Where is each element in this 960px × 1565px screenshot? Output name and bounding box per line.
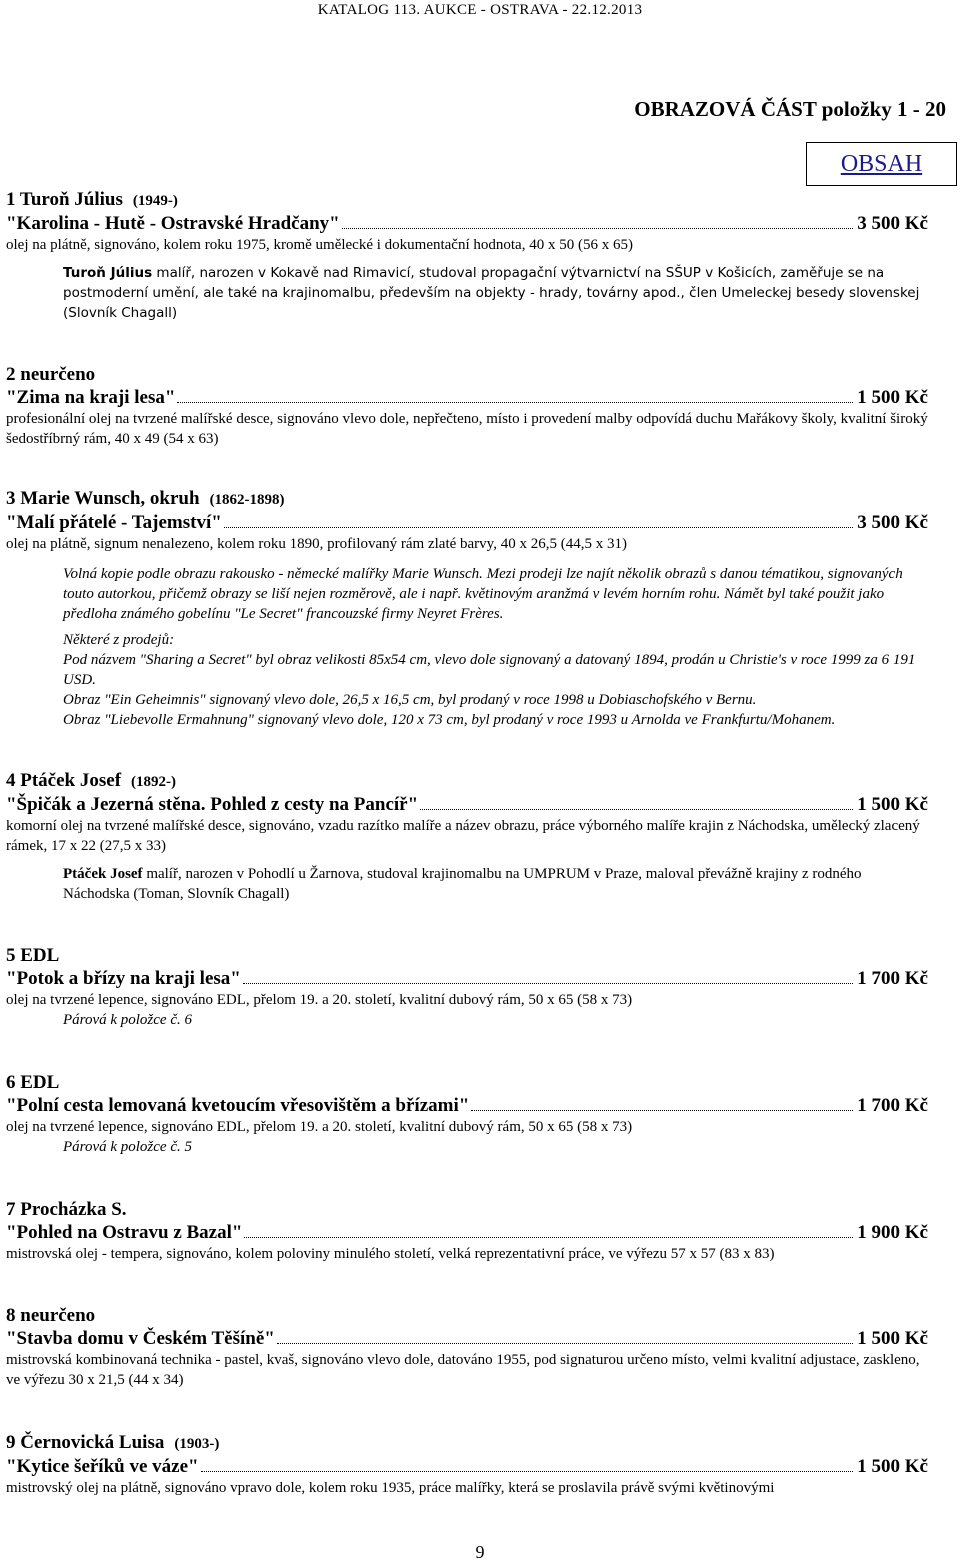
lot-description: olej na plátně, signováno, kolem roku 1975, kromě umělecké i dokumentační hodnota, 40 x 50 (56 x 65) [6,237,633,253]
bio-name: Ptáček Josef [63,866,143,882]
lot-extended-note [63,564,928,730]
lot-item [6,944,928,1071]
lot-description: olej na plátně, signum nenalezeno, kolem roku 1890, profilovaný rám zlaté barvy, 40 x 26,5 (44,5 x 31) [6,536,627,552]
lot-years: (1862-1898) [209,492,285,508]
bio-name: Turoň Július [63,265,153,281]
lot-price: 3 500 Kč [857,512,928,533]
lot-pair-note: Párová k položce č. 6 [63,1012,192,1028]
note-subheading: Některé z prodejů: [63,632,175,648]
lot-title: "Malí přátelé - Tajemství" [6,512,222,533]
lot-artist: 5 EDL [6,945,60,966]
lot-title-row [6,213,928,235]
lot-title: "Pohled na Ostravu z Bazal" [6,1222,243,1243]
lot-description: mistrovský olej na plátně, signováno vpravo dole, kolem roku 1935, práce malířky, která se proslavila právě svými květinovými [6,1480,775,1496]
lot-heading [6,1071,928,1095]
leader-dots [201,1470,854,1472]
lot-title: "Karolina - Hutě - Ostravské Hradčany" [6,213,340,234]
lot-price: 1 700 Kč [857,1095,928,1116]
note-paragraph: Obraz "Ein Geheimnis" signovaný vlevo dole, 26,5 x 16,5 cm, byl prodaný v roce 1998 u Dobiaschofského v Bernu. [63,692,757,708]
lot-title-row [6,387,928,409]
lot-price: 1 700 Kč [857,968,928,989]
lot-item [6,1071,928,1198]
lot-artist: 7 Procházka S. [6,1199,127,1220]
lot-artist: 8 neurčeno [6,1305,96,1326]
lot-price: 1 500 Kč [857,387,928,408]
lot-artist: 4 Ptáček Josef [6,770,122,791]
lot-heading [6,1304,928,1328]
lot-price: 1 500 Kč [857,794,928,815]
lot-description: olej na tvrzené lepence, signováno EDL, přelom 19. a 20. století, kvalitní dubový rám, 50 x 65 (58 x 73) [6,992,633,1008]
catalog-header: KATALOG 113. AUKCE - OSTRAVA - 22.12.2013 [317,2,643,18]
lot-artist: 2 neurčeno [6,364,96,385]
lot-title-row [6,1328,928,1350]
leader-dots [277,1342,853,1344]
lot-title: "Zima na kraji lesa" [6,387,176,408]
artist-bio [63,263,928,323]
note-paragraph: Obraz "Liebevolle Ermahnung" signovaný vlevo dole, 120 x 73 cm, byl prodaný v roce 1993 u Arnolda ve Frankfurtu/Mohanem. [63,712,836,728]
lot-artist: 3 Marie Wunsch, okruh [6,488,200,509]
lot-years: (1892-) [131,774,177,790]
lot-item [6,1431,928,1498]
lot-title-row [6,1095,928,1117]
leader-dots [224,526,853,528]
lot-title-row [6,512,928,534]
lot-description: mistrovská olej - tempera, signováno, kolem poloviny minulého století, velká reprezentativní práce, ve výřezu 57 x 57 (83 x 83) [6,1246,775,1262]
note-paragraph: Volná kopie podle obrazu rakousko - německé malířky Marie Wunsch. Mezi prodeji lze najít několik obrazů s danou tématikou, signovaných touto autorkou, přičemž obrazy se liší nejen rozměrově, ale i např. květinovým aranžmá v levém horním rohu. Námět byl také použit jako předloha známého gobelínu "Le Secret" francouzské firmy Neyret Frères. [63,566,903,622]
lot-heading [6,363,928,387]
lot-item [6,487,928,769]
lot-heading [6,1431,928,1456]
bio-text: malíř, narozen v Pohodlí u Žarnova, studoval krajinomalbu na UMPRUM v Praze, maloval převážně krajiny z rodného Náchodska (Toman, Slovník Chagall) [63,866,862,902]
lot-heading [6,188,928,213]
note-paragraph: Pod názvem "Sharing a Secret" byl obraz velikosti 85x54 cm, vlevo dole signovaný a datovaný 1894, prodán u Christie's v roce 1999 za 6 191 USD. [63,652,916,688]
lot-title-row [6,1222,928,1244]
lot-artist: 1 Turoň Július [6,189,123,210]
lot-price: 1 500 Kč [857,1456,928,1477]
lot-artist: 6 EDL [6,1072,60,1093]
lot-years: (1949-) [132,193,178,209]
lot-heading [6,487,928,512]
lot-title-row [6,1456,928,1478]
leader-dots [342,227,854,229]
lot-description: komorní olej na tvrzené malířské desce, signováno, vzadu razítko malíře a název obrazu, práce výborného malíře krajin z Náchodska, umělecký zlacený rámek, 17 x 22 (27,5 x 33) [6,818,920,854]
lot-heading [6,769,928,794]
leader-dots [420,808,853,810]
lot-item [6,1304,928,1431]
obsah-link[interactable]: OBSAH [806,142,957,186]
lot-title: "Stavba domu v Českém Těšíně" [6,1328,275,1349]
artist-bio [63,864,928,904]
lot-title: "Polní cesta lemovaná kvetoucím vřesovištěm a břízami" [6,1095,470,1116]
lot-pair-note: Párová k položce č. 5 [63,1139,192,1155]
lot-price: 1 500 Kč [857,1328,928,1349]
lot-item [6,363,928,487]
section-title: OBRAZOVÁ ČÁST položky 1 - 20 [634,97,946,121]
lot-years: (1903-) [174,1436,220,1452]
page-number: 9 [475,1542,485,1562]
lot-heading [6,944,928,968]
lot-item [6,1198,928,1304]
lot-title-row [6,794,928,816]
leader-dots [177,401,853,403]
lot-description: mistrovská kombinovaná technika - pastel, kvaš, signováno vlevo dole, datováno 1955, pod signaturou určeno místo, velmi kvalitní adjustace, zaskleno, ve výřezu 30 x 21,5 (44 x 34) [6,1352,920,1388]
leader-dots [243,982,853,984]
lot-list [6,188,928,1498]
lot-title: "Špičák a Jezerná stěna. Pohled z cesty na Pancíř" [6,794,419,815]
lot-item [6,769,928,944]
lot-title: "Potok a břízy na kraji lesa" [6,968,241,989]
lot-title: "Kytice šeříků ve váze" [6,1456,199,1477]
lot-title-row [6,968,928,990]
leader-dots [471,1109,853,1111]
lot-description: olej na tvrzené lepence, signováno EDL, přelom 19. a 20. století, kvalitní dubový rám, 50 x 65 (58 x 73) [6,1119,633,1135]
leader-dots [244,1236,853,1238]
lot-description: profesionální olej na tvrzené malířské desce, signováno vlevo dole, nepřečteno, místo i provedení malby odpovídá duchu Mařákovy školy, kvalitní široký šedostříbrný rám, 40 x 49 (54 x 63) [6,411,928,447]
bio-text: malíř, narozen v Kokavě nad Rimavicí, studoval propagační výtvarnictví na SŠUP v Košicích, zaměřuje se na postmoderní umění, ale také na krajinomalbu, především na objekty - hrady, továrny apod., člen Umeleckej besedy slovenskej (Slovník Chagall) [63,265,920,321]
lot-artist: 9 Černovická Luisa [6,1432,165,1453]
lot-price: 3 500 Kč [857,213,928,234]
lot-item [6,188,928,363]
lot-price: 1 900 Kč [857,1222,928,1243]
lot-heading [6,1198,928,1222]
